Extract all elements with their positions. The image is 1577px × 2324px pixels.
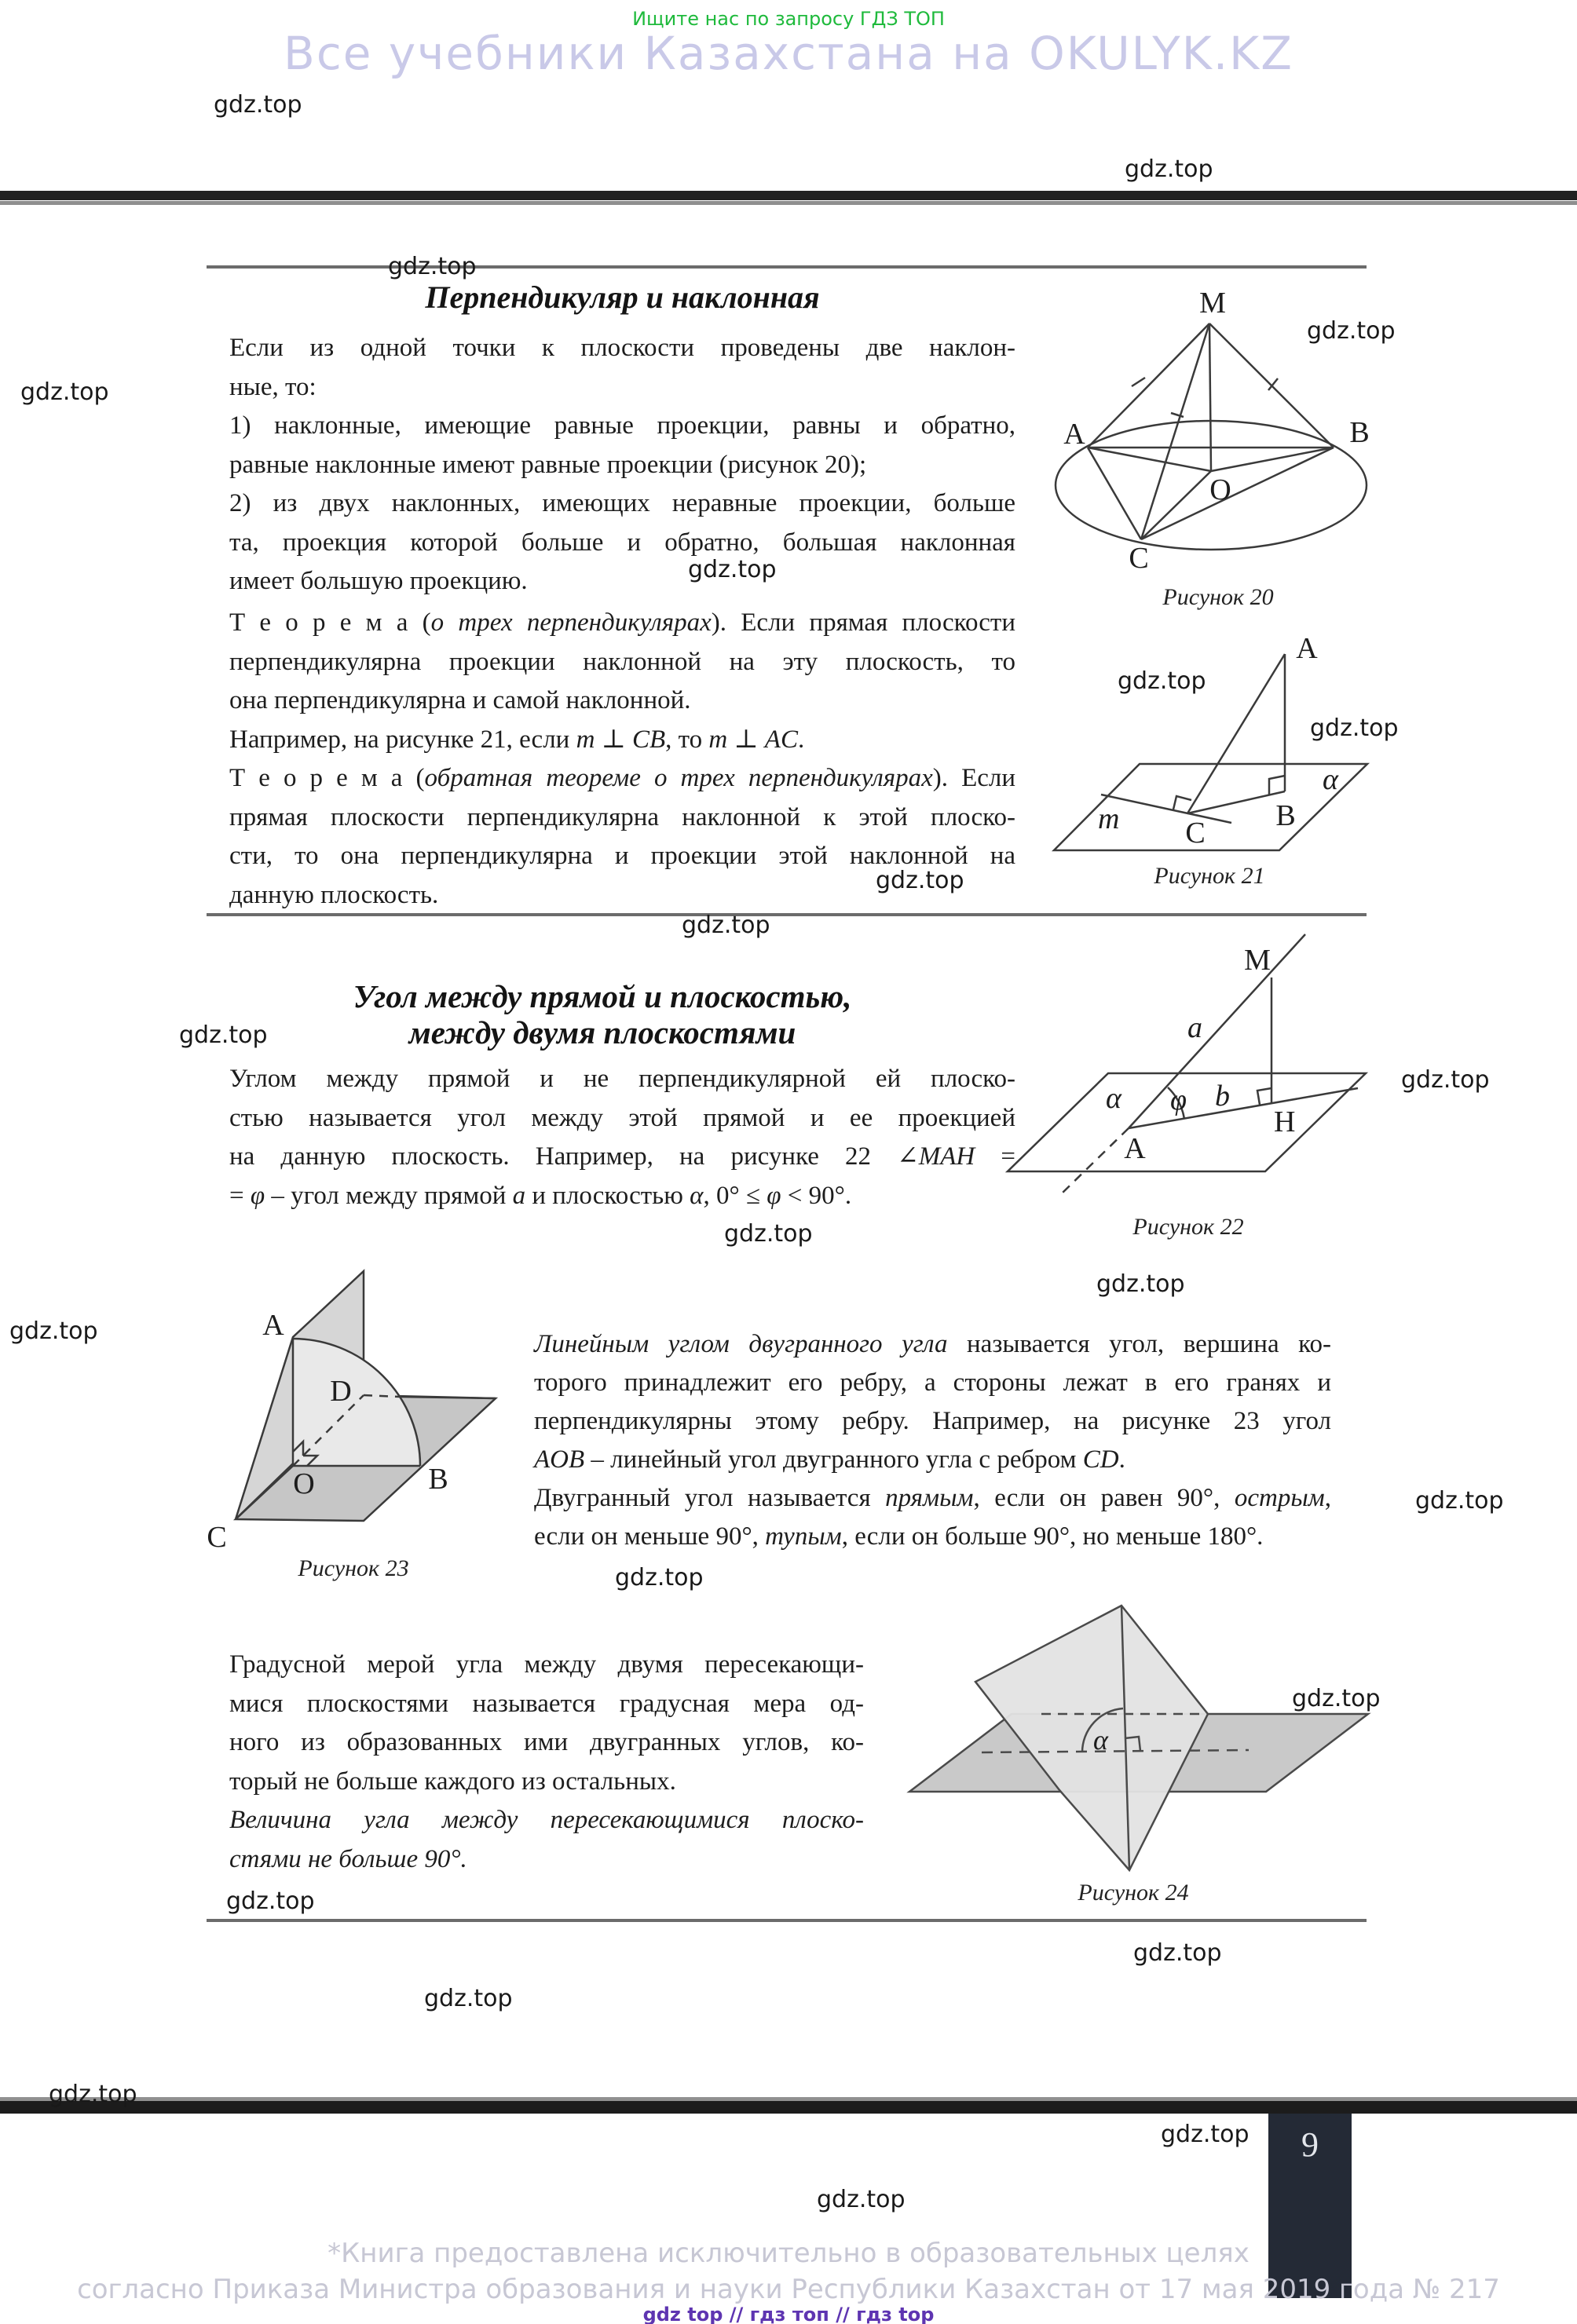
text-line: равные наклонные имеют равные проекции (рисунок 20); [229, 450, 867, 479]
section2-paragraph-3 [229, 1646, 864, 1880]
section2-paragraph-2 [534, 1325, 1331, 1556]
figure-21-perpendicular-diagram [1045, 628, 1421, 864]
section2-title-line1: Угол между прямой и плоскостью, [353, 978, 852, 1014]
watermark: gdz.top [214, 91, 302, 119]
point-label-A: A [1296, 632, 1318, 665]
point-label-B: B [1349, 416, 1370, 449]
watermark: gdz.top [724, 1220, 813, 1248]
text-line: торого принадлежит его ребру, а стороны лежат в его гранях и [534, 1368, 1331, 1397]
watermark: gdz.top [1096, 1270, 1185, 1298]
point-label-A: A [1124, 1132, 1146, 1165]
watermark: gdz.top [1118, 667, 1206, 695]
watermark: gdz.top [1415, 1487, 1504, 1515]
watermark: gdz.top [9, 1317, 98, 1345]
content-top-rule [207, 265, 1367, 269]
watermark: gdz.top [1310, 714, 1399, 742]
text-line: 2) из двух наклонных, имеющих неравные проекции, больше [229, 489, 1015, 517]
text-line: перпендикулярна проекции наклонной на эту плоскость, то [229, 647, 1015, 676]
text-line: Величина угла между пересекающимися плоско- [229, 1806, 864, 1835]
plane-label-alpha: α [1323, 763, 1338, 796]
watermark: gdz.top [49, 2081, 137, 2108]
text-line: Т е о р е м а (обратная теореме о трех перпендикулярах). Если [229, 764, 1015, 792]
figure-22-angle-line-plane-diagram [1005, 926, 1421, 1256]
watermark: gdz.top [1292, 1685, 1381, 1712]
section2-title-line2: между двумя плоскостями [408, 1014, 796, 1051]
text-line: 1) наклонные, имеющие равные проекции, равны и обратно, [229, 411, 1015, 440]
figure-22-lines [1008, 934, 1366, 1193]
top-scan-bar-shadow [0, 201, 1577, 205]
point-label-A: A [262, 1309, 284, 1342]
point-label-H: H [1274, 1105, 1296, 1138]
point-label-M: M [1199, 287, 1226, 320]
point-label-D: D [330, 1375, 352, 1408]
footer-note-line1: *Книга предоставлена исключительно в образовательных целях [327, 2238, 1250, 2269]
search-hint-text: Ищите нас по запросу ГДЗ ТОП [632, 8, 945, 30]
figure-23-dihedral-angle-diagram [196, 1256, 558, 1555]
watermark: gdz.top [179, 1021, 268, 1049]
site-banner-text: Все учебники Казахстана на OKULYK.KZ [284, 27, 1293, 80]
text-line: ного из образованных ими двугранных углов, ко- [229, 1728, 864, 1757]
text-line: Линейным углом двугранного угла называется угол, вершина ко- [534, 1330, 1331, 1358]
watermark: gdz.top [1401, 1066, 1490, 1094]
line-label-m: m [1098, 802, 1120, 835]
text-line: она перпендикулярна и самой наклонной. [229, 686, 691, 714]
text-line: Углом между прямой и не перпендикулярной ей плоско- [229, 1065, 1015, 1093]
text-line: перпендикулярны этому ребру. Например, на рисунке 23 угол [534, 1407, 1331, 1435]
text-line: AOB – линейный угол двугранного угла с ребром CD. [534, 1445, 1125, 1474]
text-line: если он меньше 90°, тупым, если он больше 90°, но меньше 180°. [534, 1522, 1264, 1551]
text-line: та, проекция которой больше и обратно, большая наклонная [229, 528, 1015, 557]
watermark: gdz.top [226, 1887, 315, 1915]
figure-23-caption: Рисунок 23 [298, 1555, 409, 1581]
figure-20-lines [1056, 323, 1370, 550]
plane-label-alpha: α [1106, 1082, 1121, 1115]
text-line: Градусной мерой угла между двумя пересекающи- [229, 1650, 864, 1679]
bottom-scan-bar [0, 2101, 1577, 2114]
watermark: gdz.top [20, 378, 109, 406]
watermark: gdz.top [615, 1564, 704, 1591]
text-line: стью называется угол между этой прямой и ее проекцией [229, 1103, 1015, 1132]
point-label-C: C [207, 1521, 227, 1554]
page-number-box [1268, 2114, 1352, 2298]
point-label-C: C [1185, 817, 1206, 850]
figure-21-caption: Рисунок 21 [1154, 863, 1265, 889]
figure-24-caption: Рисунок 24 [1078, 1880, 1189, 1906]
text-line: Например, на рисунке 21, если m ⊥ CB, то m ⊥ AC. [229, 725, 805, 754]
point-label-O: O [293, 1467, 315, 1500]
text-line: торый не больше каждого из остальных. [229, 1767, 676, 1796]
point-label-B: B [428, 1463, 448, 1496]
watermark: gdz.top [388, 253, 477, 280]
right-angle-mark [1173, 796, 1191, 809]
text-line: на данную плоскость. Например, на рисунке 22 ∠MAH = [229, 1142, 1015, 1171]
point-label-B: B [1275, 799, 1296, 832]
text-line: данную плоскость. [229, 880, 439, 909]
watermark: gdz.top [1133, 1939, 1222, 1967]
page-number: 9 [1301, 2125, 1319, 2164]
text-line: Двугранный угол называется прямым, если он равен 90°, острым, [534, 1484, 1331, 1512]
footer-note-line2: согласно Приказа Министра образования и науки Республики Казахстан от 17 мая 2019 года № 217 [77, 2274, 1500, 2305]
section2-title [229, 978, 975, 1051]
section2-paragraph-1 [229, 1060, 1015, 1215]
point-label-M: M [1244, 944, 1271, 977]
text-line: мися плоскостями называется градусная мера од- [229, 1689, 864, 1718]
watermark: gdz.top [682, 912, 770, 939]
watermark: gdz.top [424, 1985, 513, 2012]
point-label-O: O [1209, 473, 1231, 506]
line-label-b: b [1215, 1080, 1230, 1113]
point-label-C: C [1129, 542, 1149, 575]
text-line: прямая плоскости перпендикулярна наклонной к этой плоско- [229, 802, 1015, 831]
angle-label-phi: φ [1170, 1083, 1187, 1116]
right-angle-mark [1257, 1088, 1271, 1105]
text-line: имеет большую проекцию. [229, 567, 528, 595]
watermark: gdz.top [1125, 155, 1213, 183]
text-line: ные, то: [229, 372, 316, 401]
text-line: Т е о р е м а (о трех перпендикулярах). Если прямая плоскости [229, 608, 1016, 637]
line-label-a: a [1187, 1011, 1202, 1044]
watermark: gdz.top [817, 2186, 906, 2213]
watermark: gdz.top [876, 867, 964, 894]
text-line: стями не больше 90°. [229, 1844, 467, 1873]
figure-22-caption: Рисунок 22 [1132, 1214, 1244, 1240]
dashed-line-extension [1062, 1128, 1129, 1193]
linear-angle-sector [293, 1339, 420, 1466]
text-line: Если из одной точки к плоскости проведены две наклон- [229, 334, 1015, 362]
text-line: = φ – угол между прямой a и плоскостью α, 0° ≤ φ < 90°. [229, 1181, 852, 1210]
tick-mark [1132, 378, 1145, 386]
watermark: gdz.top [688, 556, 777, 583]
figure-24-intersecting-planes-diagram [895, 1598, 1382, 1912]
top-scan-bar [0, 191, 1577, 200]
section1-title: Перпендикуляр и наклонная [425, 280, 820, 315]
footer-links[interactable]: gdz top // гдз топ // гдз top [642, 2304, 935, 2324]
watermark: gdz.top [1307, 317, 1396, 345]
content-bottom-rule [207, 1919, 1367, 1922]
watermark: gdz.top [1161, 2121, 1250, 2148]
section1-paragraph-1 [229, 329, 1015, 601]
figure-20-caption: Рисунок 20 [1162, 584, 1274, 610]
angle-label-alpha: α [1093, 1724, 1108, 1756]
text-line: сти, то она перпендикулярна и проекции этой наклонной на [229, 842, 1015, 870]
point-label-A: A [1063, 418, 1085, 451]
